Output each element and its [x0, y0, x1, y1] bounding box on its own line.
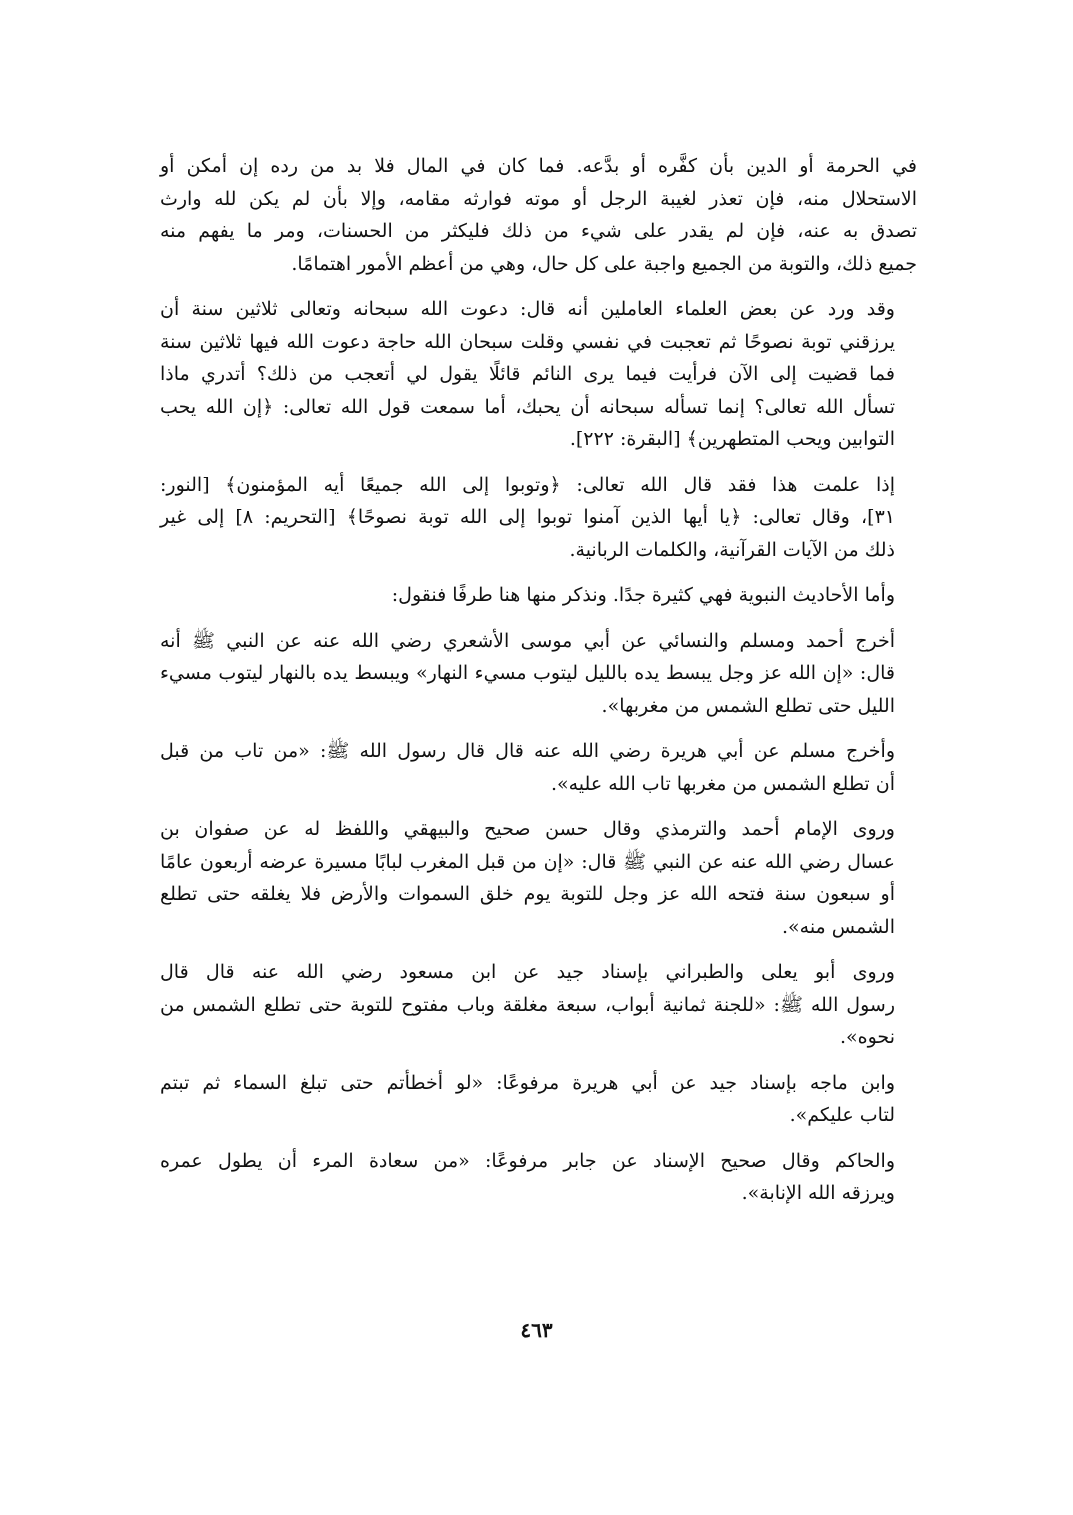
text-line: نحوه».	[840, 1026, 895, 1048]
text-line: الشمس منه».	[781, 915, 895, 938]
text-line: وأما الأحاديث النبوية فهي كثيرة جدًا. ونذكر منها هنا طرفًا فنقول:	[391, 584, 895, 606]
text-line: تصدق به عنه، فإن لم يقدر على شيء من ذلك فليكثر من الحسنات، ومر ما يفهم منه	[160, 220, 917, 242]
text-line: إذا علمت هذا فقد قال الله تعالى: ﴿وتوبوا إلى الله جميعًا أيه المؤمنون﴾ [النور:	[160, 473, 895, 496]
paragraph	[160, 956, 917, 1054]
paragraph	[160, 1067, 917, 1132]
paragraph	[160, 579, 917, 612]
text-line: رسول الله ﷺ: «للجنة ثمانية أبواب، سبعة مغلقة وباب مفتوح للتوبة حتى تطلع الشمس من	[160, 993, 895, 1016]
text-line: ذلك من الآيات القرآنية، والكلمات الربانية.	[569, 538, 895, 561]
text-line: وقد ورد عن بعض العلماء العاملين أنه قال: دعوت الله سبحانه وتعالى ثلاثين سنة أن	[160, 298, 895, 320]
text-line: أن تطلع الشمس من مغربها تاب الله عليه».	[550, 772, 895, 795]
text-line: وأخرج مسلم عن أبي هريرة رضي الله عنه قال قال رسول الله ﷺ: «من تاب من قبل	[160, 740, 895, 762]
text-line: قال: «إن الله عز وجل يبسط يده بالليل ليتوب مسيء النهار» ويبسط يده بالنهار ليتوب مسيء	[160, 662, 895, 684]
paragraph	[160, 625, 917, 723]
text-line: عسال رضي الله عنه عن النبي ﷺ قال: «إن من قبل المغرب لبابًا مسيرة عرضه أربعون عامًا	[160, 850, 895, 873]
text-line: الاستحلال منه، فإن تعذر لغيبة الرجل أو موته فوارثه مقامه، وإلا بأن لم يكن لله وارث	[160, 187, 917, 210]
text-line: وروى أبو يعلى والطبراني بإسناد جيد عن ابن مسعود رضي الله عنه قال قال	[160, 961, 895, 983]
text-line: الليل حتى تطلع الشمس من مغربها».	[601, 694, 895, 717]
text-line: يرزقني توبة نصوحًا ثم تعجبت في نفسي وقلت سبحان الله حاجة دعوت الله فيها ثلاثين سنة	[160, 330, 895, 353]
paragraph	[160, 150, 917, 280]
text-line: أو سبعون سنة فتحه الله عز وجل للتوبة يوم خلق السموات والأرض فلا يغلقه حتى تطلع	[160, 883, 895, 905]
page-number: ٤٦٣	[520, 1318, 553, 1342]
paragraph	[160, 813, 917, 943]
text-line: ٣١]، وقال تعالى: ﴿يا أيها الذين آمنوا توبوا إلى الله توبة نصوحًا﴾ [التحريم: ٨] إلى غير	[160, 506, 895, 528]
text-line: لتاب عليكم».	[789, 1104, 895, 1126]
paragraph	[160, 293, 917, 456]
text-line: والحاكم وقال صحيح الإسناد عن جابر مرفوعًا: «من سعادة المرء أن يطول عمره	[160, 1149, 895, 1172]
paragraph	[160, 1145, 917, 1210]
text-line: فما قضيت إلى الآن فرأيت فيما يرى النائم قائلًا يقول لي أتعجب من ذلك؟ أتدري ماذا	[160, 363, 895, 385]
text-line: ويرزقه الله الإنابة».	[741, 1182, 895, 1204]
text-line: وروى الإمام أحمد والترمذي وقال حسن صحيح والبيهقي واللفظ له عن صفوان بن	[160, 818, 895, 840]
text-line: جميع ذلك، والتوبة من الجميع واجبة على كل حال، وهي من أعظم الأمور اهتمامًا.	[291, 252, 917, 275]
text-line: تسأل الله تعالى؟ إنما تسأله سبحانه أن يحبك، أما سمعت قول الله تعالى: ﴿إن الله يحب	[160, 395, 895, 418]
body-text	[160, 150, 917, 1223]
text-line: أخرج أحمد ومسلم والنسائي عن أبي موسى الأشعري رضي الله عنه عن النبي ﷺ أنه	[160, 629, 895, 652]
text-line: في الحرمة أو الدين بأن كفَّره أو بدَّعه. فما كان في المال فلا بد من رده إن أمكن أو	[160, 155, 917, 177]
paragraph	[160, 735, 917, 800]
text-line: التوابين ويحب المتطهرين﴾ [البقرة: ٢٢٢].	[569, 428, 895, 450]
paragraph	[160, 469, 917, 567]
text-line: وابن ماجه بإسناد جيد عن أبي هريرة مرفوعًا: «لو أخطأتم حتى تبلغ السماء ثم تبتم	[160, 1071, 895, 1094]
